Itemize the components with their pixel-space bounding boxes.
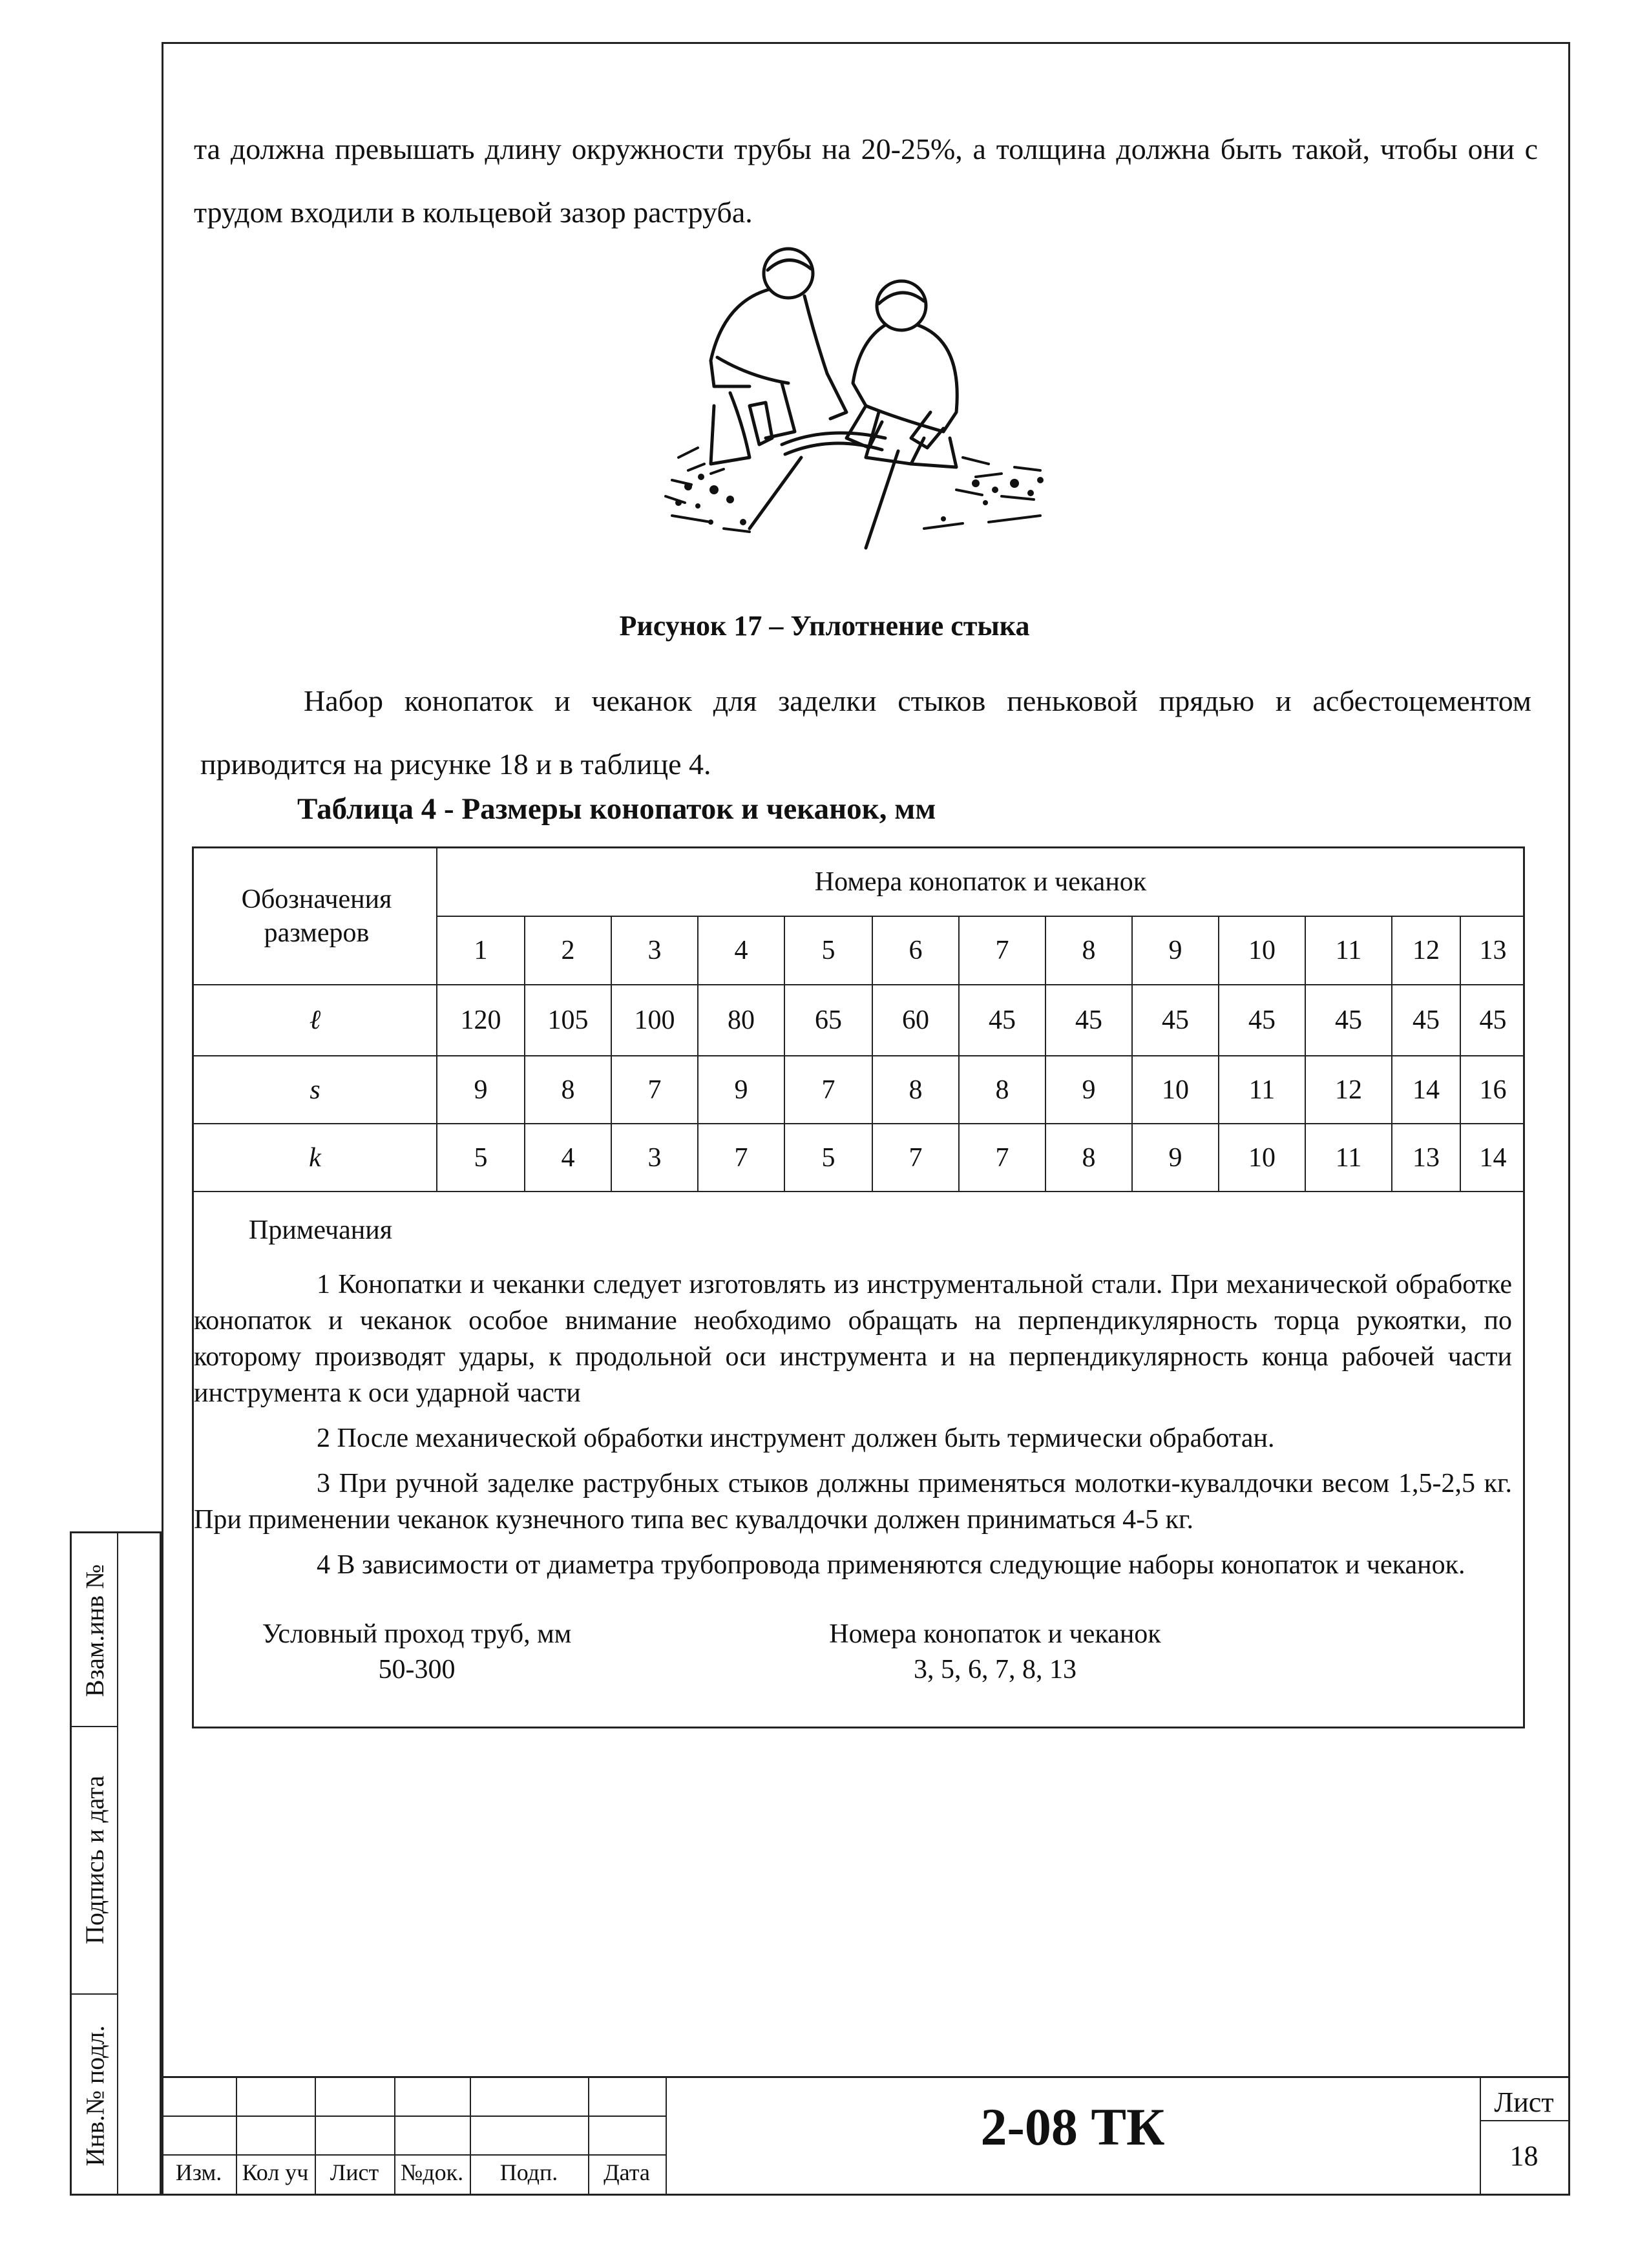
value-cell: 8 <box>909 1075 923 1105</box>
number-cell: 2 <box>561 936 575 965</box>
paragraph-intro: та должна превышать длину окружности трубы на 20-25%, а толщина должна быть такой, чтобы они с трудом входили в кольцевой зазор раструба. <box>194 132 1538 229</box>
note-1: 1 Конопатки и чеканки следует изготовлять из инструментальной стали. При механической обработке конопаток и чеканок особое внимание необходимо обращать на перпендикулярность торца рукоятки, по которому производят удары, к продольной оси инструмента и на перпендикулярность конца рабочей части инструмента к оси ударной части <box>194 1270 1512 1408</box>
stamp-rule <box>72 1993 117 1995</box>
value-cell: 45 <box>1335 1005 1362 1035</box>
stamp-podpis-label: Подпись и дата <box>80 1775 110 1944</box>
tb-list: Лист <box>330 2159 379 2185</box>
corner-header: Обозначения размеров <box>241 885 392 948</box>
value-cell: 13 <box>1413 1142 1440 1173</box>
note-3: 3 При ручной заделке раструбных стыков должны применяться молотки-кувалдочки весом 1,5-2,5 кг. При применении чеканок кузнечного типа вес кувалдочки должен приниматься 4-5 кг. <box>194 1469 1512 1535</box>
number-cell: 8 <box>1082 936 1096 965</box>
notes-col1-header: Условный проход труб, мм <box>262 1619 572 1649</box>
table-rule <box>194 1191 1525 1192</box>
value-cell: 65 <box>815 1005 842 1035</box>
value-cell: 11 <box>1248 1075 1276 1105</box>
value-cell: 5 <box>821 1142 835 1173</box>
value-cell: 16 <box>1479 1075 1507 1105</box>
notes-col2-value: 3, 5, 6, 7, 8, 13 <box>914 1655 1077 1685</box>
tb-kol: Кол уч <box>242 2159 309 2185</box>
tb-rule <box>1480 2120 1568 2121</box>
note-2: 2 После механической обработки инструмент должен быть термически обработан. <box>317 1423 1275 1453</box>
tb-izm: Изм. <box>175 2159 222 2185</box>
value-cell: 7 <box>821 1075 835 1105</box>
stamp-inv-label: Инв.№ подл. <box>80 2025 110 2166</box>
paragraph-tools: Набор конопаток и чеканок для заделки стыков пеньковой прядью и асбестоцементом приводится на рисунке 18 и в таблице 4. <box>200 684 1531 781</box>
stamp-vzam-label: Взам.инв № <box>80 1564 110 1697</box>
stamp-rule <box>117 1533 118 2196</box>
number-cell: 7 <box>995 936 1009 965</box>
notes-body <box>194 1266 1512 1583</box>
value-cell: 45 <box>1162 1005 1189 1035</box>
value-cell: 80 <box>728 1005 755 1035</box>
tb-rule <box>162 2154 666 2156</box>
value-cell: 7 <box>647 1075 662 1105</box>
row-label-l: ℓ <box>309 1005 321 1035</box>
value-cell: 9 <box>474 1075 488 1105</box>
value-cell: 4 <box>561 1142 575 1173</box>
note-4: 4 В зависимости от диаметра трубопровода применяются следующие наборы конопаток и чеканок. <box>317 1550 1465 1580</box>
number-cell: 3 <box>647 936 662 965</box>
number-cell: 12 <box>1413 936 1440 965</box>
value-cell: 7 <box>734 1142 748 1173</box>
table-title: Таблица 4 - Размеры конопаток и чеканок, мм <box>297 792 936 826</box>
document-code: 2-08 ТК <box>980 2097 1165 2156</box>
value-cell: 9 <box>1168 1142 1182 1173</box>
value-cell: 3 <box>647 1142 662 1173</box>
value-cell: 11 <box>1335 1142 1362 1173</box>
number-cell: 1 <box>474 936 488 965</box>
tb-rule <box>162 2116 666 2117</box>
notes-col1-value: 50-300 <box>378 1655 456 1685</box>
group-header: Номера конопаток и чеканок <box>814 867 1147 897</box>
row-label-s: s <box>310 1075 320 1105</box>
value-cell: 8 <box>561 1075 575 1105</box>
notes-col2-header: Номера конопаток и чеканок <box>829 1619 1161 1649</box>
workers-sealing-joint-illustration <box>653 244 1066 567</box>
value-cell: 100 <box>634 1005 675 1035</box>
value-cell: 45 <box>1075 1005 1102 1035</box>
side-stamp <box>70 1531 162 2196</box>
value-cell: 45 <box>989 1005 1016 1035</box>
number-cell: 11 <box>1335 936 1362 965</box>
value-cell: 8 <box>1082 1142 1096 1173</box>
tb-data: Дата <box>604 2159 650 2185</box>
notes-heading: Примечания <box>249 1215 393 1245</box>
value-cell: 8 <box>995 1075 1009 1105</box>
number-cell: 4 <box>734 936 748 965</box>
tb-sheet-label: Лист <box>1494 2086 1554 2118</box>
row-label-k: k <box>309 1142 321 1173</box>
number-cell: 13 <box>1479 936 1507 965</box>
stamp-vzam <box>77 1540 113 1721</box>
value-cell: 9 <box>734 1075 748 1105</box>
number-cell: 5 <box>821 936 835 965</box>
tb-sheet-number: 18 <box>1509 2140 1539 2172</box>
stamp-rule <box>72 1726 117 1727</box>
value-cell: 120 <box>460 1005 501 1035</box>
value-cell: 10 <box>1248 1142 1276 1173</box>
value-cell: 14 <box>1413 1075 1440 1105</box>
value-cell: 5 <box>474 1142 488 1173</box>
figure-caption: Рисунок 17 – Уплотнение стыка <box>619 610 1030 642</box>
stamp-podpis <box>77 1730 113 1989</box>
value-cell: 9 <box>1082 1075 1096 1105</box>
tb-ndok: №док. <box>400 2159 464 2185</box>
number-cell: 10 <box>1248 936 1276 965</box>
tb-podp: Подп. <box>499 2159 558 2185</box>
number-cell: 9 <box>1168 936 1182 965</box>
value-cell: 14 <box>1479 1142 1507 1173</box>
stamp-inv <box>77 1999 113 2192</box>
number-cell: 6 <box>909 936 923 965</box>
value-cell: 105 <box>547 1005 589 1035</box>
value-cell: 10 <box>1162 1075 1189 1105</box>
value-cell: 60 <box>902 1005 929 1035</box>
value-cell: 45 <box>1248 1005 1276 1035</box>
value-cell: 7 <box>995 1142 1009 1173</box>
value-cell: 12 <box>1335 1075 1362 1105</box>
value-cell: 45 <box>1479 1005 1507 1035</box>
value-cell: 45 <box>1413 1005 1440 1035</box>
value-cell: 7 <box>909 1142 923 1173</box>
